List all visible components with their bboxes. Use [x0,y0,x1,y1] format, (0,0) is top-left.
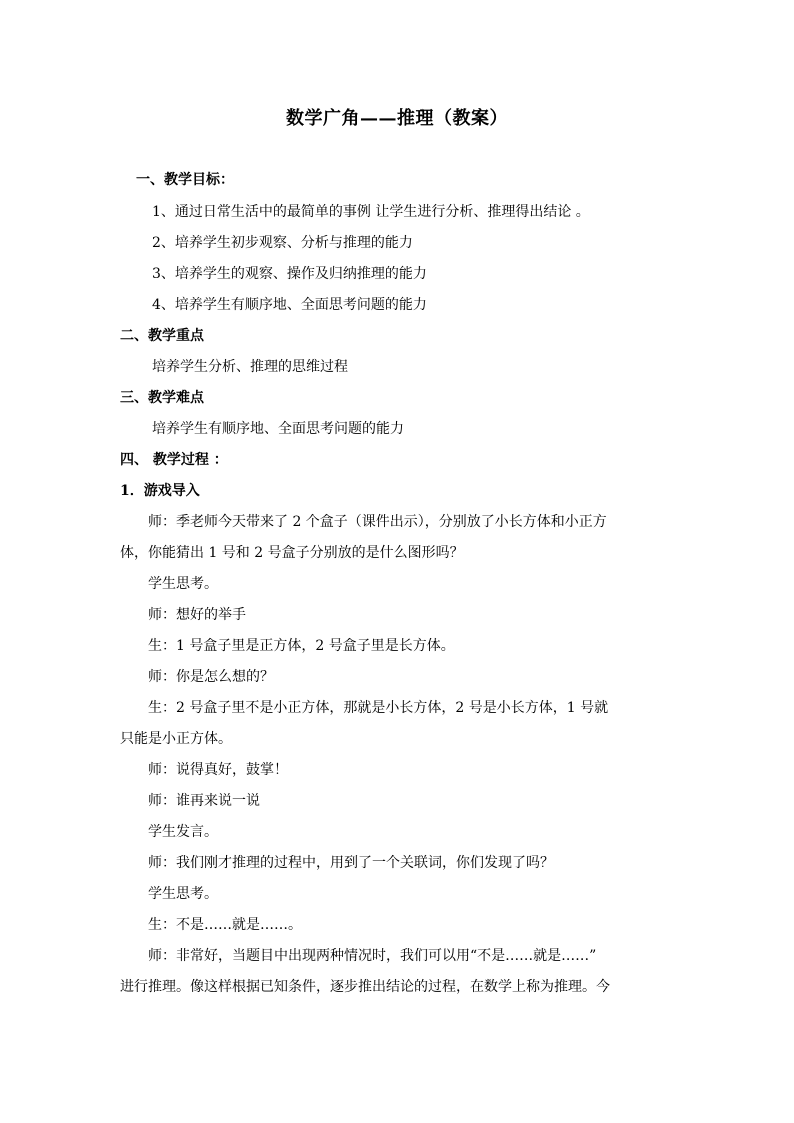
subsection-heading-game-intro: 1．游戏导入 [120,483,200,499]
dialogue-line: 学生发言。 [148,824,218,840]
objective-item: 4、培养学生有顺序地、全面思考问题的能力 [152,297,427,313]
dialogue-line: 生：1 号盒子里是正方体，2 号盒子里是长方体。 [148,638,455,654]
section-heading-difficulties: 三、教学难点 [120,390,204,406]
section-heading-key-points: 二、教学重点 [120,328,204,344]
dialogue-line: 师：非常好，当题目中出现两种情况时，我们可以用“不是……就是……” [148,948,597,964]
document-title: 数学广角——推理（教案） [286,108,508,129]
dialogue-line: 师：你是怎么想的？ [148,669,274,685]
key-points-text: 培养学生分析、推理的思维过程 [152,359,348,375]
dialogue-line: 师：想好的举手 [148,607,246,623]
dialogue-line: 只能是小正方体。 [120,731,232,747]
objective-item: 2、培养学生初步观察、分析与推理的能力 [152,235,413,251]
dialogue-line: 学生思考。 [148,576,218,592]
dialogue-line: 生：不是……就是……。 [148,917,302,933]
dialogue-line: 师：我们刚才推理的过程中，用到了一个关联词，你们发现了吗？ [148,855,554,871]
difficulties-text: 培养学生有顺序地、全面思考问题的能力 [152,421,404,437]
objective-item: 3、培养学生的观察、操作及归纳推理的能力 [152,266,427,282]
dialogue-line: 生：2 号盒子里不是小正方体，那就是小长方体，2 号是小长方体，1 号就 [148,700,609,716]
dialogue-line: 师：说得真好，鼓掌！ [148,762,288,778]
dialogue-line: 师：季老师今天带来了 2 个盒子（课件出示），分别放了小长方体和小正方 [148,514,607,530]
section-heading-process: 四、 教学过程 ： [120,452,228,468]
dialogue-line: 学生思考。 [148,886,218,902]
objective-item: 1、通过日常生活中的最简单的事例 让学生进行分析、推理得出结论 。 [152,204,590,220]
dialogue-line: 进行推理。像这样根据已知条件，逐步推出结论的过程，在数学上称为推理。今 [120,979,610,995]
dialogue-line: 师：谁再来说一说 [148,793,260,809]
dialogue-line: 体，你能猜出 1 号和 2 号盒子分别放的是什么图形吗？ [120,545,464,561]
section-heading-objectives: 一、教学目标： [136,172,234,188]
